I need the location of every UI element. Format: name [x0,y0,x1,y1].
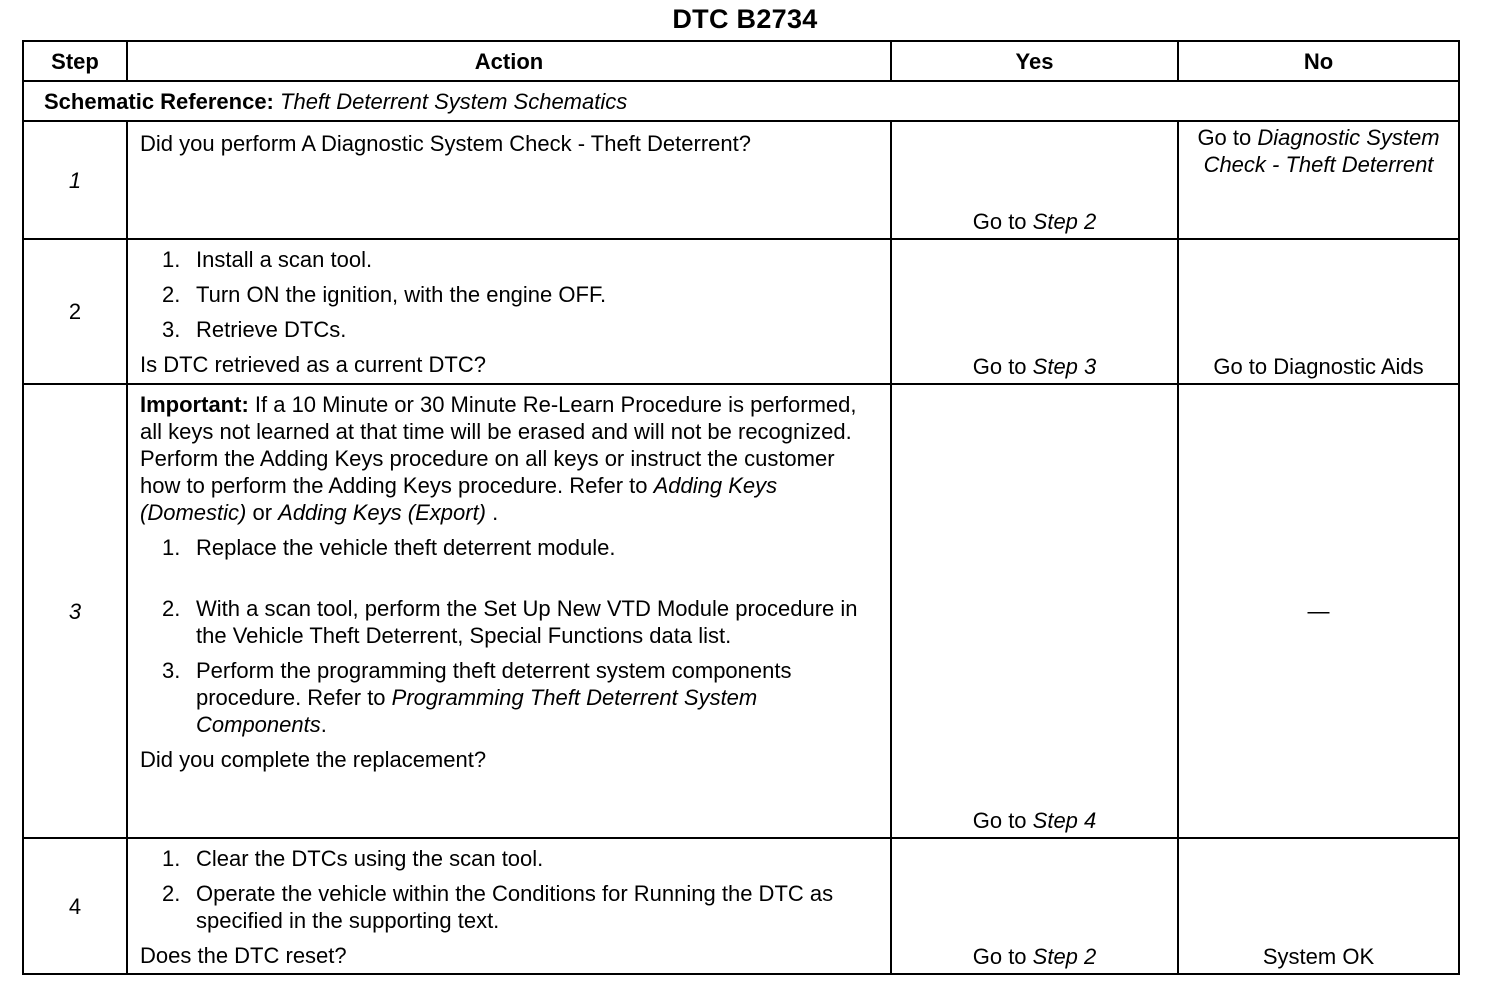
header-no: No [1178,41,1459,81]
header-step: Step [23,41,127,81]
system-ok: System OK [1262,944,1375,969]
action-cell [127,384,891,838]
step-link[interactable]: Step 4 [1032,808,1097,833]
yes-cell: Go to Step 4 [891,384,1178,838]
question: Does the DTC reset? [140,943,347,968]
procedure-list [140,845,880,934]
step-number: 2 [23,239,127,384]
schematic-link[interactable]: Theft Deterrent System Schematics [280,88,628,114]
diagnostic-table [22,40,1460,975]
list-item: 1. Clear the DTCs using the scan tool. [162,846,544,871]
list-item: 3. Retrieve DTCs. [162,317,347,342]
procedure-list [140,534,880,738]
table-row [23,384,1459,838]
programming-link[interactable]: Programming Theft Deterrent System Components [196,685,758,737]
list-item: 2. Turn ON the ignition, with the engine OFF. [162,282,607,307]
step-link[interactable]: Step 3 [1032,354,1097,379]
no-cell: Go to Diagnostic System Check - Theft Deterrent [1178,121,1459,239]
no-cell [1178,384,1459,838]
table-row [23,121,1459,239]
list-item: 2. Operate the vehicle within the Conditions for Running the DTC as specified in the supporting text. [162,881,834,933]
procedure-list [140,246,880,343]
header-yes: Yes [891,41,1178,81]
table-row [23,838,1459,974]
yes-cell: Go to Step 3 [891,239,1178,384]
schematic-label: Schematic Reference: [44,88,274,114]
header-action: Action [127,41,891,81]
adding-keys-export-link[interactable]: Adding Keys (Export) [278,500,487,525]
step-number: 3 [23,384,127,838]
list-item: 3. Perform the programming theft deterrent system components procedure. Refer to Programming Theft Deterrent System Components. [162,658,792,737]
schematic-reference [23,81,1459,121]
list-item: 1. Replace the vehicle theft deterrent module. [162,535,616,560]
question: Did you complete the replacement? [140,747,487,772]
step-link[interactable]: Step 2 [1032,944,1097,969]
action-cell [127,838,891,974]
diagnostic-aids-link[interactable]: Go to Diagnostic Aids [1213,354,1424,379]
question: Is DTC retrieved as a current DTC? [140,352,486,377]
step-number: 4 [23,838,127,974]
question: Did you perform A Diagnostic System Check - Theft Deterrent? [140,131,751,156]
important-note: Important: If a 10 Minute or 30 Minute Re-Learn Procedure is performed, all keys not learned at that time will be erased and will not be recognized. Perform the Adding Keys procedure on all keys or instruct the customer how to perform the Adding Keys procedure. Refer to Adding Keys (Domestic) or Adding Keys (Export) . [140,392,857,525]
diagnostic-check-link[interactable]: Diagnostic System Check - Theft Deterrent [1203,125,1440,177]
no-cell [1178,838,1459,974]
step-number: 1 [23,121,127,239]
schematic-row [23,81,1459,121]
no-dash: — [1307,598,1330,624]
adding-keys-domestic-link[interactable]: Adding Keys (Domestic) [140,473,778,525]
action-cell [127,239,891,384]
page-title: DTC B2734 [672,4,818,34]
yes-cell: Go to Step 2 [891,121,1178,239]
yes-cell: Go to Step 2 [891,838,1178,974]
list-item: 1. Install a scan tool. [162,247,373,272]
list-item: 2. With a scan tool, perform the Set Up New VTD Module procedure in the Vehicle Theft Deterrent, Special Functions data list. [162,596,858,648]
step-link[interactable]: Step 2 [1032,209,1097,234]
action-cell [127,121,891,239]
table-row [23,239,1459,384]
no-cell [1178,239,1459,384]
header-row [23,41,1459,81]
